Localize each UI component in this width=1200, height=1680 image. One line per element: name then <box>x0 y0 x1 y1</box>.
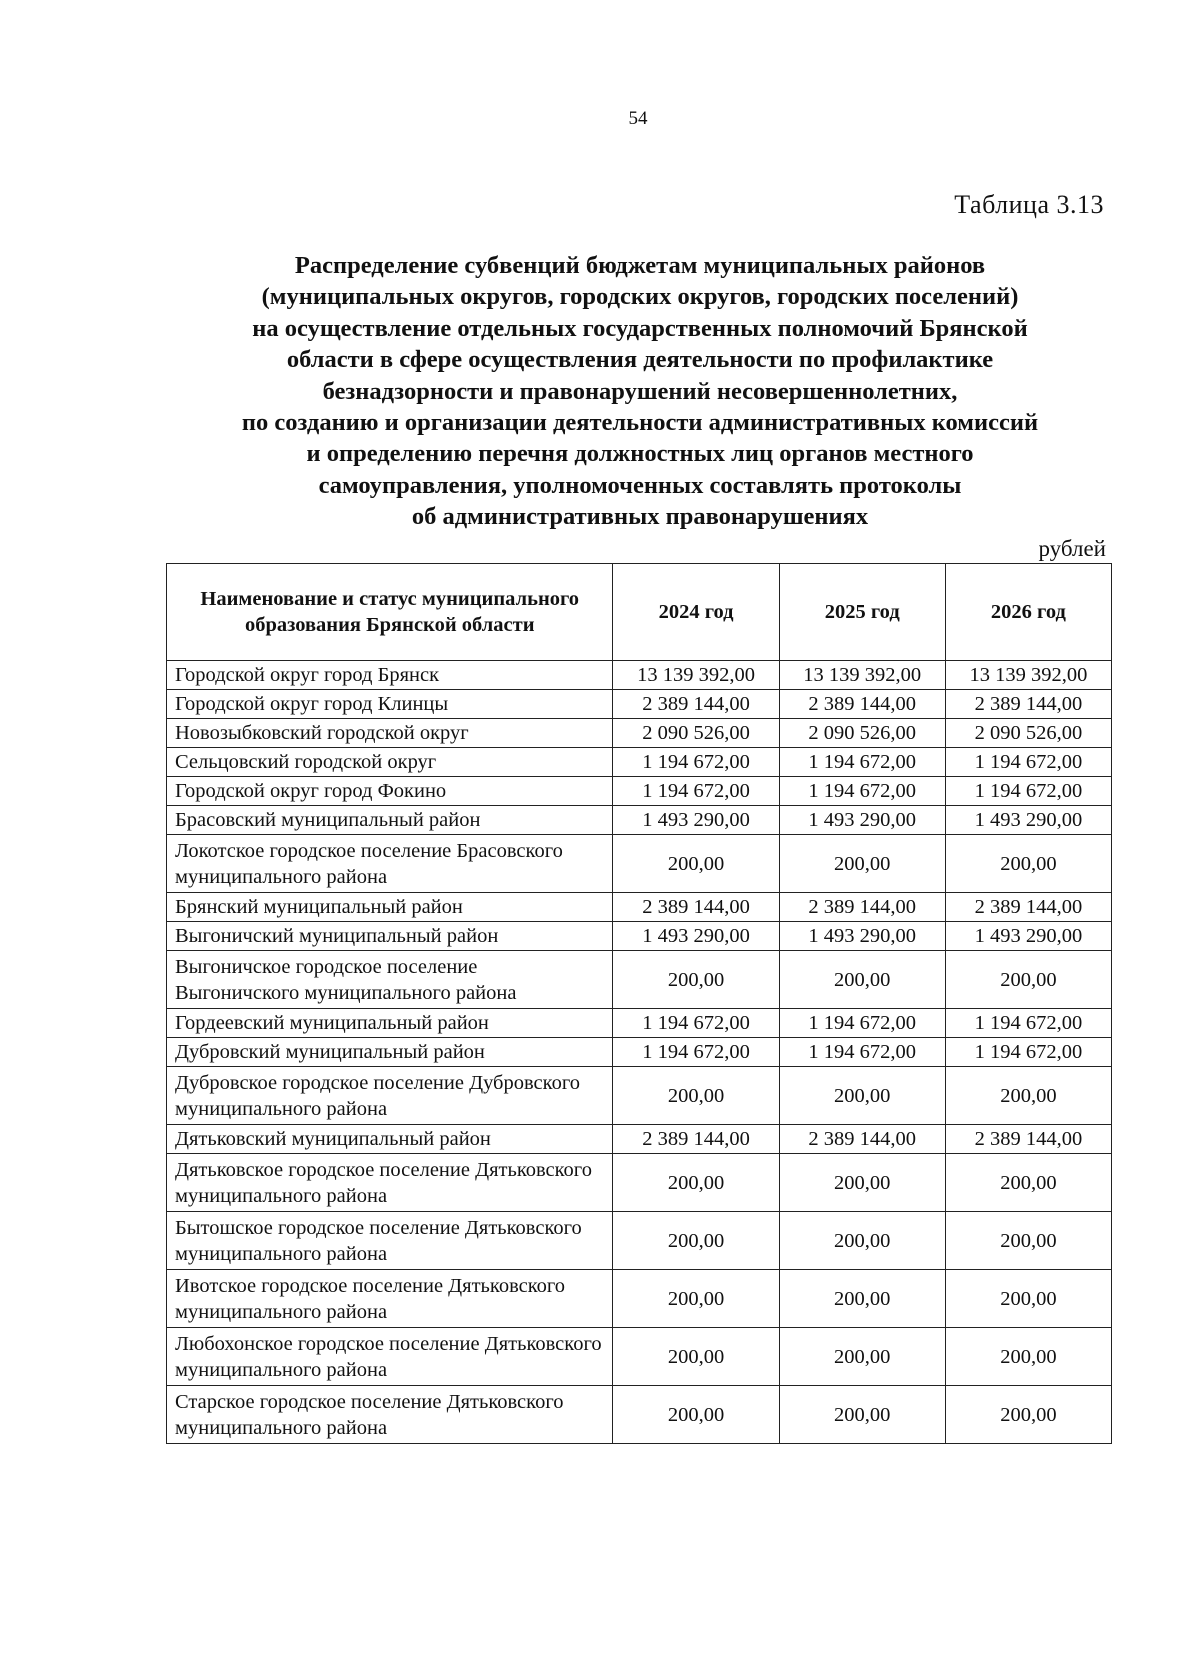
cell-2026: 200,00 <box>945 1270 1111 1328</box>
cell-name: Городской округ город Брянск <box>167 661 613 690</box>
cell-2024: 1 493 290,00 <box>613 806 779 835</box>
table-row <box>167 690 1112 719</box>
cell-2026: 200,00 <box>945 835 1111 893</box>
cell-2025: 2 389 144,00 <box>779 1125 945 1154</box>
cell-2024: 200,00 <box>613 1386 779 1444</box>
table-row <box>167 1125 1112 1154</box>
table-row <box>167 1009 1112 1038</box>
cell-2024: 2 389 144,00 <box>613 690 779 719</box>
cell-name: Брасовский муниципальный район <box>167 806 613 835</box>
title-line: на осуществление отдельных государственных полномочий Брянской <box>252 314 1028 342</box>
cell-2024: 2 389 144,00 <box>613 893 779 922</box>
cell-2024: 1 194 672,00 <box>613 748 779 777</box>
header-name: Наименование и статус муниципального образования Брянской области <box>167 564 613 661</box>
cell-2026: 1 194 672,00 <box>945 1009 1111 1038</box>
cell-2026: 1 194 672,00 <box>945 748 1111 777</box>
title-line: самоуправления, уполномоченных составлять протоколы <box>318 471 962 499</box>
table-row <box>167 1067 1112 1125</box>
cell-2025: 200,00 <box>779 951 945 1009</box>
table-body <box>167 661 1112 1444</box>
cell-2025: 1 493 290,00 <box>779 806 945 835</box>
cell-2024: 200,00 <box>613 1212 779 1270</box>
cell-2024: 1 194 672,00 <box>613 1009 779 1038</box>
table-row <box>167 719 1112 748</box>
table-row <box>167 922 1112 951</box>
cell-2024: 1 194 672,00 <box>613 1038 779 1067</box>
cell-2024: 200,00 <box>613 835 779 893</box>
cell-2025: 2 090 526,00 <box>779 719 945 748</box>
cell-2024: 200,00 <box>613 1328 779 1386</box>
table-row <box>167 806 1112 835</box>
cell-2026: 2 389 144,00 <box>945 1125 1111 1154</box>
cell-2025: 200,00 <box>779 1212 945 1270</box>
table-row <box>167 1038 1112 1067</box>
cell-2026: 200,00 <box>945 1154 1111 1212</box>
cell-2026: 2 389 144,00 <box>945 893 1111 922</box>
cell-2026: 1 493 290,00 <box>945 806 1111 835</box>
table-row <box>167 835 1112 893</box>
cell-2025: 200,00 <box>779 1067 945 1125</box>
cell-name: Выгоничское городское поселение Выгоничского муниципального района <box>167 951 613 1009</box>
subventions-table <box>166 563 1112 1444</box>
cell-name: Бытошское городское поселение Дятьковского муниципального района <box>167 1212 613 1270</box>
cell-name: Дятьковское городское поселение Дятьковского муниципального района <box>167 1154 613 1212</box>
cell-2025: 1 194 672,00 <box>779 1038 945 1067</box>
cell-2024: 1 194 672,00 <box>613 777 779 806</box>
cell-name: Гордеевский муниципальный район <box>167 1009 613 1038</box>
cell-2024: 13 139 392,00 <box>613 661 779 690</box>
cell-2025: 1 194 672,00 <box>779 777 945 806</box>
cell-2024: 1 493 290,00 <box>613 922 779 951</box>
table-label: Таблица 3.13 <box>954 190 1104 219</box>
cell-name: Брянский муниципальный район <box>167 893 613 922</box>
table-row <box>167 1386 1112 1444</box>
cell-name: Сельцовский городской округ <box>167 748 613 777</box>
cell-name: Городской округ город Фокино <box>167 777 613 806</box>
header-2024: 2024 год <box>613 564 779 661</box>
table-row <box>167 1270 1112 1328</box>
cell-2025: 13 139 392,00 <box>779 661 945 690</box>
title-line: и определению перечня должностных лиц органов местного <box>306 440 974 468</box>
cell-2025: 200,00 <box>779 1386 945 1444</box>
cell-2026: 200,00 <box>945 1212 1111 1270</box>
cell-2024: 200,00 <box>613 951 779 1009</box>
title-line: (муниципальных округов, городских округов, городских поселений) <box>261 283 1019 311</box>
cell-name: Городской округ город Клинцы <box>167 690 613 719</box>
cell-2026: 1 493 290,00 <box>945 922 1111 951</box>
cell-2026: 2 389 144,00 <box>945 690 1111 719</box>
table-row <box>167 777 1112 806</box>
cell-2024: 200,00 <box>613 1154 779 1212</box>
page-number: 54 <box>628 108 648 129</box>
cell-2026: 200,00 <box>945 951 1111 1009</box>
table-row <box>167 748 1112 777</box>
cell-2025: 1 493 290,00 <box>779 922 945 951</box>
cell-2025: 200,00 <box>779 1154 945 1212</box>
cell-2025: 2 389 144,00 <box>779 893 945 922</box>
title-line: об административных правонарушениях <box>411 503 869 531</box>
title-line: Распределение субвенций бюджетам муниципальных районов <box>294 252 986 279</box>
cell-name: Дубровское городское поселение Дубровского муниципального района <box>167 1067 613 1125</box>
cell-name: Выгоничский муниципальный район <box>167 922 613 951</box>
cell-2025: 2 389 144,00 <box>779 690 945 719</box>
cell-2026: 200,00 <box>945 1328 1111 1386</box>
table-row <box>167 1212 1112 1270</box>
cell-name: Дубровский муниципальный район <box>167 1038 613 1067</box>
cell-2025: 200,00 <box>779 1328 945 1386</box>
cell-2026: 13 139 392,00 <box>945 661 1111 690</box>
table-row <box>167 1154 1112 1212</box>
title-line: безнадзорности и правонарушений несовершеннолетних, <box>322 377 958 405</box>
cell-2026: 200,00 <box>945 1067 1111 1125</box>
cell-2024: 200,00 <box>613 1067 779 1125</box>
cell-name: Новозыбковский городской округ <box>167 719 613 748</box>
header-2025: 2025 год <box>779 564 945 661</box>
cell-2026: 1 194 672,00 <box>945 777 1111 806</box>
table-row <box>167 661 1112 690</box>
table-row <box>167 1328 1112 1386</box>
cell-2024: 2 389 144,00 <box>613 1125 779 1154</box>
header-2026: 2026 год <box>945 564 1111 661</box>
title-line: по созданию и организации деятельности административных комиссий <box>241 409 1039 437</box>
title-line: области в сфере осуществления деятельности по профилактике <box>286 346 994 374</box>
units-label: рублей <box>1038 536 1106 561</box>
cell-name: Ивотское городское поселение Дятьковского муниципального района <box>167 1270 613 1328</box>
cell-2024: 200,00 <box>613 1270 779 1328</box>
cell-2025: 200,00 <box>779 835 945 893</box>
table-row <box>167 951 1112 1009</box>
table-row <box>167 893 1112 922</box>
cell-2026: 200,00 <box>945 1386 1111 1444</box>
cell-2026: 2 090 526,00 <box>945 719 1111 748</box>
cell-name: Старское городское поселение Дятьковского муниципального района <box>167 1386 613 1444</box>
cell-2025: 1 194 672,00 <box>779 748 945 777</box>
table-header-row <box>167 564 1112 661</box>
cell-2024: 2 090 526,00 <box>613 719 779 748</box>
cell-2026: 1 194 672,00 <box>945 1038 1111 1067</box>
cell-name: Локотское городское поселение Брасовского муниципального района <box>167 835 613 893</box>
cell-2025: 200,00 <box>779 1270 945 1328</box>
cell-2025: 1 194 672,00 <box>779 1009 945 1038</box>
document-title <box>150 250 1130 533</box>
cell-name: Дятьковский муниципальный район <box>167 1125 613 1154</box>
cell-name: Любохонское городское поселение Дятьковского муниципального района <box>167 1328 613 1386</box>
